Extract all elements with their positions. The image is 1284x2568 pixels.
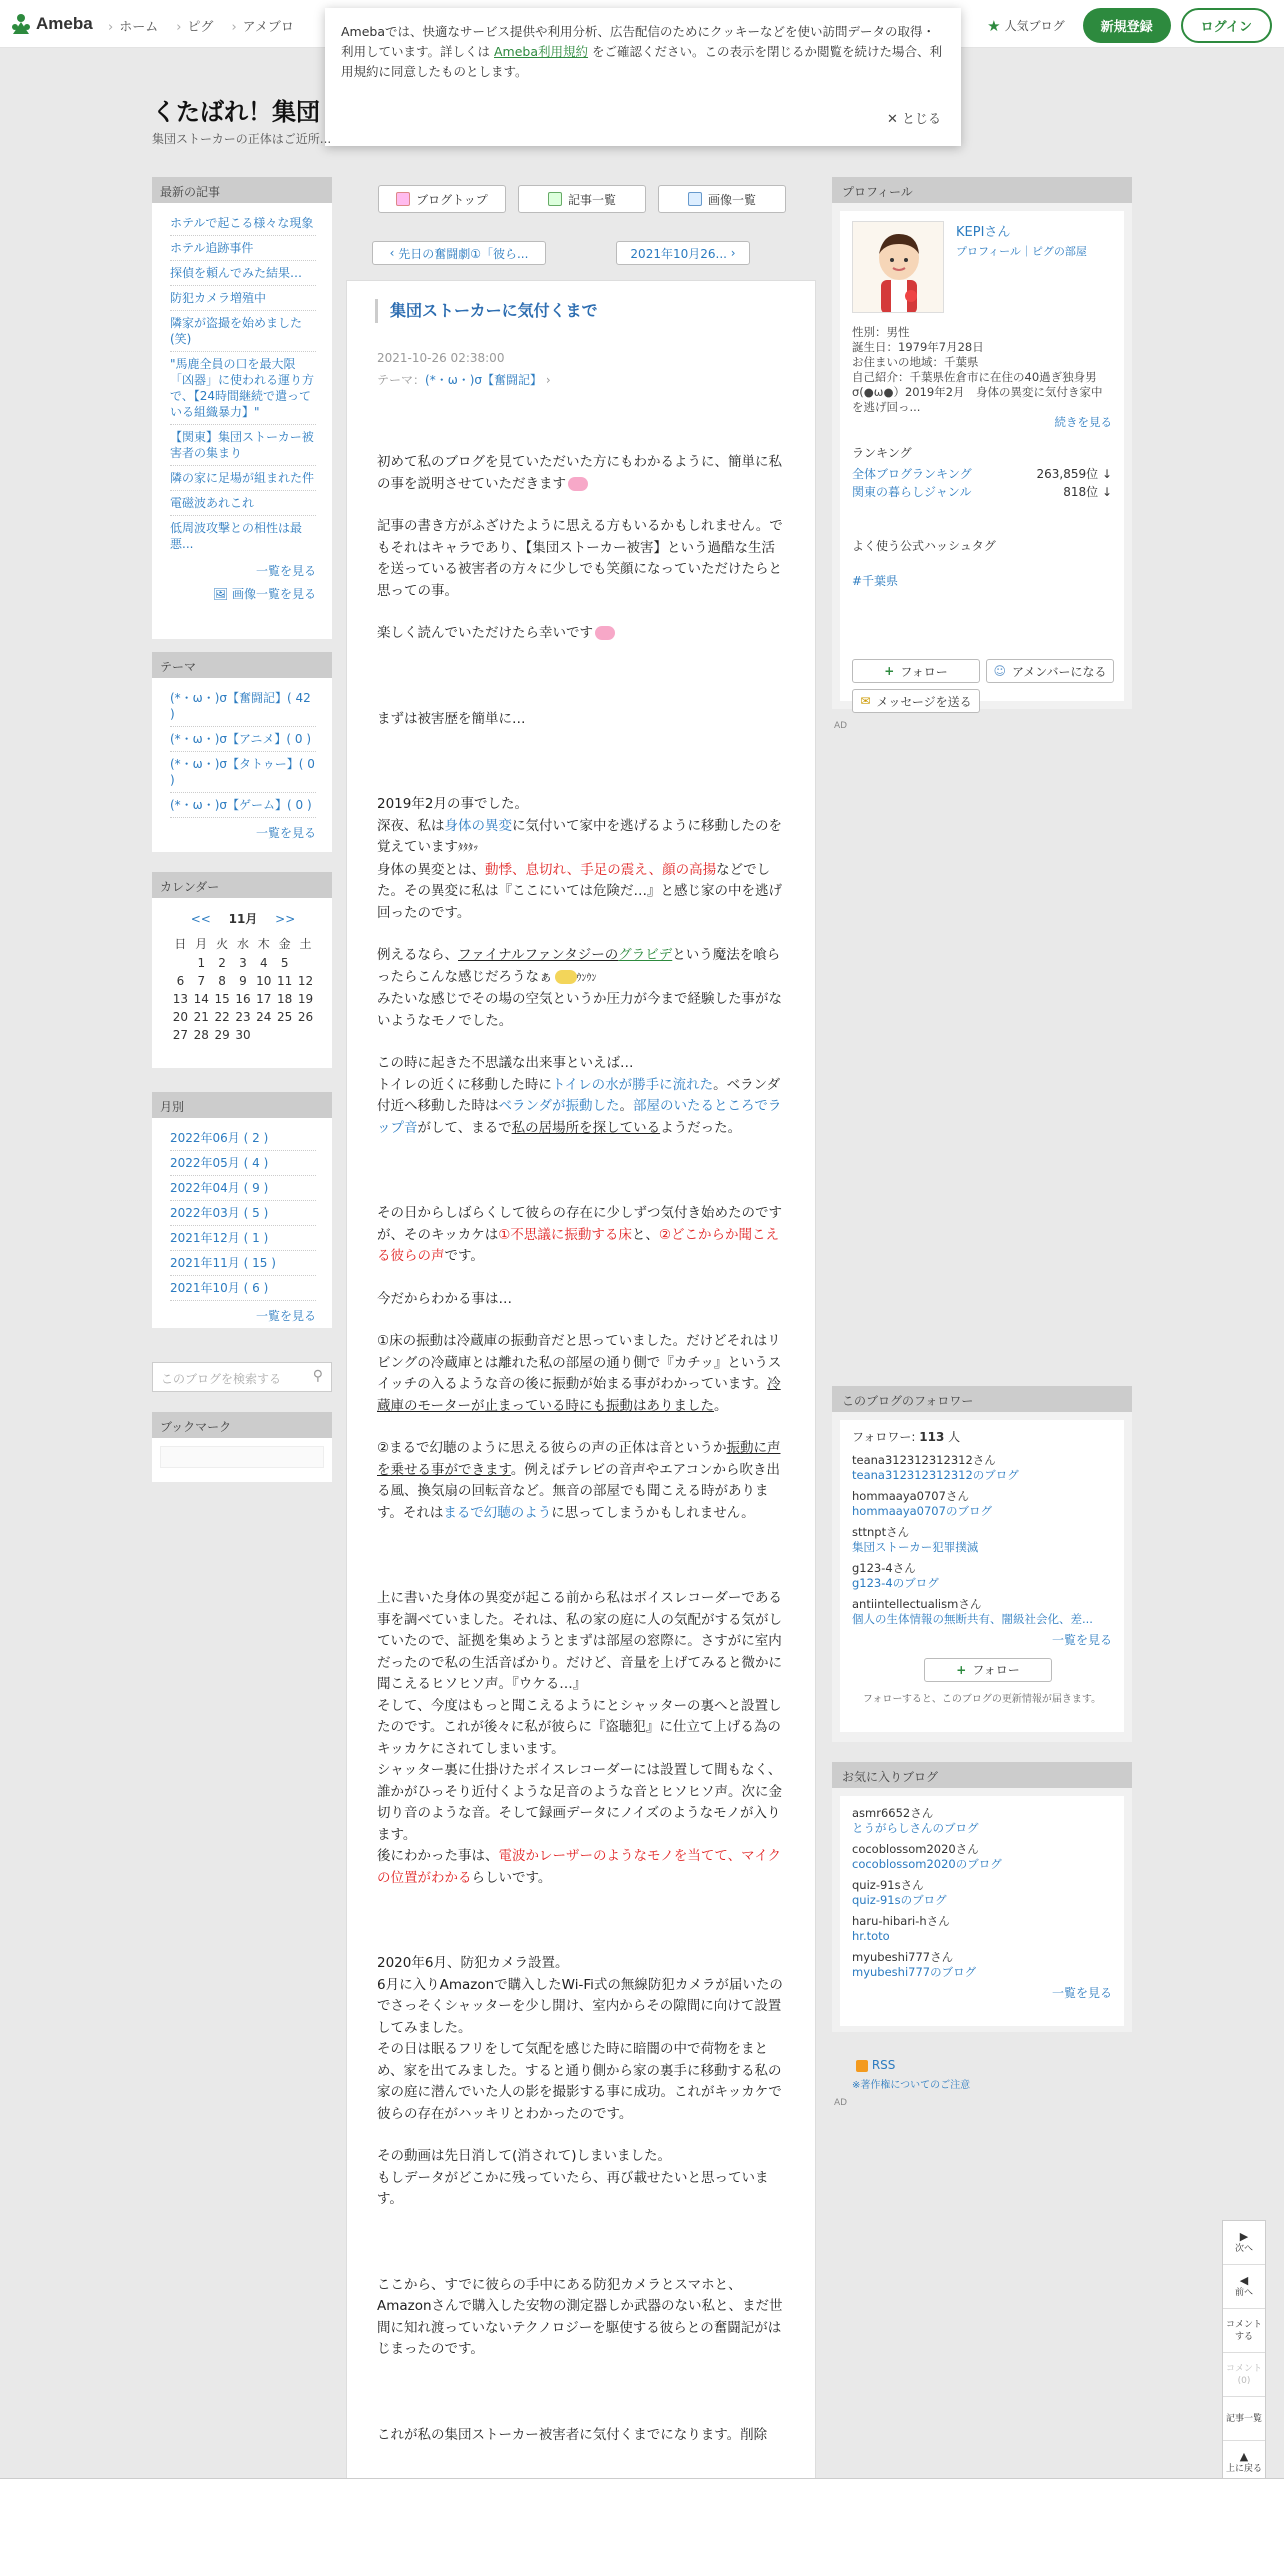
paragraph: これが私の集団ストーカー被害者に気付くまでになります。削除 xyxy=(377,2426,768,2443)
copyright-notice-link[interactable]: ※著作権についてのご注意 xyxy=(852,2080,971,2091)
calendar-day: 17 xyxy=(256,992,272,1006)
next-article-label: 2021年10月26... xyxy=(630,246,727,261)
calendar-day: 9 xyxy=(239,974,247,988)
ranking-value: 263,859位 ↓ xyxy=(1036,467,1112,481)
paragraph: その日は眠るフリをして気配を感じた時に暗闇の中で荷物をまとめ、家を出てみました。すると通り側から家の裏手に移動する私の家の庭に潜んでいた人の影を撮影する事に成功。これがキッカケで彼らの存在がハッキリとわかったのです。 xyxy=(377,2041,782,2122)
recent-article-item[interactable]: 隣の家に足場が組まれた件 xyxy=(170,466,316,491)
logo-text: Ameba xyxy=(36,14,93,33)
monthly-item[interactable]: 2021年10月 ( 6 ) xyxy=(170,1276,316,1301)
theme-box xyxy=(152,652,332,852)
search-placeholder: このブログを検索する xyxy=(161,1372,282,1386)
profile-box xyxy=(832,177,1132,709)
recent-articles-heading: 最新の記事 xyxy=(152,177,332,203)
follower-item xyxy=(852,1525,1112,1555)
calendar-day: 16 xyxy=(235,992,251,1006)
calendar-day: 2 xyxy=(218,956,226,970)
recent-article-item[interactable]: ホテル追跡事件 xyxy=(170,236,316,261)
nav-ameblo[interactable]: › アメブロ xyxy=(231,16,293,35)
theme-heading: テーマ xyxy=(152,652,332,678)
tab-label: 画像一覧 xyxy=(707,192,756,207)
top-label: 上に戻る xyxy=(1225,2464,1262,2474)
calendar-day: 20 xyxy=(172,1010,189,1024)
favorites-heading: お気に入りブログ xyxy=(832,1762,1132,1788)
follower-blog-link[interactable]: hommaaya0707のブログ xyxy=(852,1504,992,1518)
nodding-emoji-icon xyxy=(555,970,577,984)
calendar-day: 18 xyxy=(277,992,293,1006)
paragraph: その動画は先日消して(消されて)しまいました。 xyxy=(377,2148,672,2164)
cookie-close-label: とじる xyxy=(901,112,941,127)
blog-title[interactable]: くたばれ！集団 xyxy=(152,98,320,126)
profile-intro: 自己紹介：千葉県佐倉市に在住の40過ぎ独身男σ(●ω●）2019年2月 身体の異変に気付き家中を逃げ回っ... xyxy=(852,370,1103,414)
calendar-day: 8 xyxy=(218,974,226,988)
theme-link[interactable]: (*・ω・)σ【奮闘記】 xyxy=(425,373,543,387)
close-icon: ✕ xyxy=(886,112,902,127)
paragraph: シャッター裏に仕掛けたボイスレコーダーには設置して間もなく、誰かがひっそり近付くような足音のような音とヒソヒソ声。次に金切り音のような音。そして録画データにノイズのようなモノが入ります。 xyxy=(377,1762,782,1843)
paragraph: 上に書いた身体の異変が起こる前から私はボイスレコーダーである事を調べていました。それは、私の家の庭に人の気配がする気がしていたので、証拠を集めようとまずは部屋の窓際に。さすがに室内だったので私の生活音ばかり。だけど、音量を上げてみると微かに聞こえるヒソヒソ声。『ウケる…』 xyxy=(377,1590,782,1692)
follower-item xyxy=(852,1489,1112,1519)
follower-blog-link[interactable]: g123-4のブログ xyxy=(852,1576,939,1590)
favorite-blog-link[interactable]: hr.toto xyxy=(852,1929,890,1943)
calendar-day: 19 xyxy=(297,992,314,1006)
follower-blog-link[interactable]: 個人の生体情報の無断共有、闇級社会化、差... xyxy=(852,1612,1093,1626)
calendar-day: 13 xyxy=(172,992,189,1006)
calendar-day: 6 xyxy=(176,974,185,988)
terms-link[interactable]: Ameba利用規約 xyxy=(494,44,589,59)
article-list-button[interactable]: 記事一覧 xyxy=(1223,2397,1265,2441)
plus-icon: + xyxy=(956,1662,967,1677)
rss-link[interactable] xyxy=(856,2058,895,2072)
theme-item[interactable]: (*・ω・)σ【ゲーム】( 0 ) xyxy=(170,793,316,818)
comment-count-button[interactable]: コメント(0) xyxy=(1223,2353,1265,2397)
write-comment-button[interactable]: コメントする xyxy=(1223,2309,1265,2353)
ad-label: AD xyxy=(834,2098,848,2108)
paragraph: 例えるなら、ファイナルファンタジーのグラビデという魔法を喰らったらこんな感じだろうなぁ ｳﾝｳﾝ みたいな感じでその場の空気というか圧力が今まで経験した事がないようなモノでした。 xyxy=(377,947,782,1029)
profile-gender: 性別：男性 xyxy=(852,325,910,339)
tab-image-list[interactable] xyxy=(658,185,786,213)
recent-article-item[interactable]: 隣家が盗撮を始めました(笑) xyxy=(170,311,316,352)
calendar-day: 14 xyxy=(193,992,209,1006)
avatar-illustration-icon xyxy=(853,222,944,313)
paragraph: ②まるで幻聴のように思える彼らの声の正体は音というか振動に声を乗せる事ができます。例えばテレビの音声やエアコンから吹き出る風、換気扇の回転音など。無音の部屋でも聞こえる時があります。それはまるで幻聴のように思ってしまうかもしれません。 xyxy=(377,1440,781,1521)
paragraph: もしデータがどこかに残っていたら、再び載せたいと思っています。 xyxy=(377,2169,769,2207)
calendar-month-nav xyxy=(170,910,316,927)
paragraph: そして、今度はもっと聞こえるようにとシャッターの裏へと設置したのです。これが後々に私が彼らに『盗聴犯』に仕立て上げる為のキッカケにされてしまいます。 xyxy=(377,1697,782,1757)
pig-emoji-icon xyxy=(568,477,588,491)
paragraph: その日からしばらくして彼らの存在に少しずつ気付き始めたのですが、そのキッカケは①不思議に振動する床と、②どこからか聞こえる彼らの声です。 xyxy=(377,1205,782,1264)
rss-icon xyxy=(856,2060,868,2072)
global-nav xyxy=(108,16,294,35)
amember-label: アメンバーになる xyxy=(1012,664,1107,679)
monthly-heading: 月別 xyxy=(152,1092,332,1118)
bookmark-box xyxy=(152,1412,332,1482)
profile-links[interactable]: プロフィール｜ピグの部屋 xyxy=(956,245,1087,258)
ameba-logo[interactable] xyxy=(10,12,93,36)
profile-more-link[interactable]: 続きを見る xyxy=(1054,415,1112,429)
weekday-label: 木 xyxy=(257,937,270,951)
popular-blogs-label: 人気ブログ xyxy=(1004,19,1065,33)
ranking-heading: ランキング xyxy=(852,446,912,460)
favorite-blog-link[interactable]: quiz-91sのブログ xyxy=(852,1893,947,1907)
recent-articles-box xyxy=(152,177,332,639)
recent-article-item[interactable]: 低周波攻撃との相性は最悪... xyxy=(170,521,303,551)
paragraph: 後にわかった事は、電波かレーザーのようなモノを当てて、マイクの位置がわかるらしいです。 xyxy=(377,1848,782,1886)
favorite-blogs-box xyxy=(832,1762,1132,2032)
article-theme xyxy=(377,371,815,388)
theme-item[interactable]: (*・ω・)σ【タトゥー】( 0 ) xyxy=(170,752,316,793)
follower-item xyxy=(852,1561,1112,1591)
calendar-day: 24 xyxy=(256,1010,272,1024)
monthly-item[interactable]: 2022年04月 ( 9 ) xyxy=(170,1176,316,1201)
monthly-item[interactable]: 2022年03月 ( 5 ) xyxy=(170,1201,316,1226)
ad-label: AD xyxy=(834,721,848,731)
monthly-item[interactable]: 2022年05月 ( 4 ) xyxy=(170,1151,316,1176)
calendar-day: 29 xyxy=(214,1028,230,1042)
monthly-item[interactable]: 2021年11月 ( 15 ) xyxy=(170,1251,316,1276)
favorite-user: cocoblossom2020さん xyxy=(852,1842,979,1856)
recent-article-item[interactable]: 電磁波あれこれ xyxy=(170,491,316,516)
recent-article-item[interactable]: ホテルで起こる様々な現象 xyxy=(170,211,316,236)
calendar-day: 28 xyxy=(193,1028,209,1042)
amember-button[interactable] xyxy=(986,659,1114,683)
calendar-day: 3 xyxy=(239,956,247,970)
tab-label: 記事一覧 xyxy=(567,192,616,207)
hashtag-link[interactable]: #千葉県 xyxy=(852,574,899,588)
prev-article-label: 先日の奮闘劇①「彼ら... xyxy=(398,246,529,261)
favorite-item xyxy=(852,1950,1112,1980)
follow-label: フォロー xyxy=(900,664,948,679)
calendar-day: 5 xyxy=(280,956,289,970)
recent-article-item[interactable]: "馬鹿全員の口を最大限「凶器」に使われる運り方で、【24時間継続で遣っている組織暴力】" xyxy=(170,352,316,425)
mail-icon: ✉ xyxy=(860,694,871,708)
follower-blog-link[interactable]: 集団ストーカー犯罪撲滅 xyxy=(852,1540,979,1554)
article-title[interactable]: 集団ストーカーに気付くまで xyxy=(375,299,815,323)
cookie-text-2: をご確認ください。この表示を閉じるか閲覧を続けた場合、利用規約に同意したものとします。 xyxy=(341,44,943,79)
ranking-label[interactable]: 関東の暮らしジャンル xyxy=(852,485,972,499)
favorite-user: quiz-91sさん xyxy=(852,1878,924,1892)
page-footer xyxy=(0,2478,1284,2568)
cookie-text-1: Amebaでは、快適なサービス提供や利用分析、広告配信のためにクッキーなどを使い訪問データの取得・利用しています。詳しくは xyxy=(341,24,936,59)
amember-icon: ☺ xyxy=(993,664,1007,678)
plus-icon: + xyxy=(884,664,895,678)
follower-item xyxy=(852,1453,1112,1483)
tab-blog-top[interactable] xyxy=(378,185,506,213)
favorite-blog-link[interactable]: myubeshi777のブログ xyxy=(852,1965,977,1979)
weekday-label: 金 xyxy=(278,937,291,951)
favorite-user: haru-hibari-hさん xyxy=(852,1914,950,1928)
calendar-day: 10 xyxy=(256,974,272,988)
avatar[interactable] xyxy=(852,221,944,313)
message-label: メッセージを送る xyxy=(876,694,972,709)
follower-user: antiintellectualismさん xyxy=(852,1597,982,1611)
profile-name[interactable]: KEPIさん xyxy=(956,225,1011,240)
follower-user: g123-4さん xyxy=(852,1561,916,1575)
running-emoji-icon: ﾀﾀﾀｯ xyxy=(458,843,478,854)
calendar-day: 22 xyxy=(214,1010,230,1024)
cookie-close-button[interactable] xyxy=(887,110,941,130)
calendar-day: 26 xyxy=(297,1010,314,1024)
favorite-item xyxy=(852,1806,1112,1836)
follower-user: teana312312312312さん xyxy=(852,1453,996,1467)
follow-label: フォロー xyxy=(972,1662,1020,1677)
paragraph: 初めて私のブログを見ていただいた方にもわかるように、簡単に私の事を説明させていただきます xyxy=(377,454,782,492)
followers-heading: このブログのフォロワー xyxy=(832,1386,1132,1412)
follow-note: フォローすると、このブログの更新情報が届きます。 xyxy=(862,1694,1102,1705)
theme-more-link[interactable]: 一覧を見る xyxy=(255,826,316,840)
favorite-item xyxy=(852,1842,1112,1872)
header-actions xyxy=(987,8,1272,43)
triangle-up-icon: ▲ xyxy=(1239,2450,1249,2463)
recent-more-link[interactable]: 一覧を見る xyxy=(255,564,316,578)
calendar-day: 7 xyxy=(197,974,206,988)
calendar-box xyxy=(152,872,332,1068)
calendar-day: 4 xyxy=(259,956,268,970)
blog-tabs xyxy=(378,185,786,213)
calendar-grid xyxy=(170,933,316,1044)
blog-search-input[interactable] xyxy=(152,1362,332,1392)
prev-label: 前へ xyxy=(1234,2287,1253,2298)
calendar-day: 25 xyxy=(277,1010,293,1024)
ranking-row xyxy=(852,483,1112,501)
image-icon: 🖼 xyxy=(212,587,232,601)
nav-home[interactable]: › ホーム xyxy=(108,16,158,35)
calendar-day: 11 xyxy=(277,974,293,988)
prev-article-button[interactable] xyxy=(372,241,546,265)
followers-more-link[interactable]: 一覧を見る xyxy=(1051,1633,1112,1647)
profile-birthday: 誕生日：1979年7月28日 xyxy=(852,340,984,354)
favorite-user: asmr6652さん xyxy=(852,1806,934,1820)
paragraph: 2020年6月、防犯カメラ設置。 6月に入りAmazonで購入したWi-Fi式の無線防犯カメラが届いたのでさっそくシャッターを少し開け、室内からその隙間に向けて設置してみました。 xyxy=(377,1955,783,2036)
follow-button[interactable] xyxy=(852,659,980,683)
play-right-icon: ▶ xyxy=(1239,2229,1249,2243)
theme-item[interactable]: (*・ω・)σ【奮闘記】( 42 ) xyxy=(170,686,316,727)
tab-label: ブログトップ xyxy=(416,192,488,207)
theme-label: テーマ： xyxy=(377,373,426,387)
weekday-label: 日 xyxy=(174,937,187,951)
monthly-item[interactable]: 2021年12月 ( 1 ) xyxy=(170,1226,316,1251)
article xyxy=(346,280,816,2568)
follower-blog-link[interactable]: teana312312312312のブログ xyxy=(852,1468,1019,1482)
next-button[interactable] xyxy=(1223,2221,1265,2265)
recent-article-item[interactable]: 探偵を頼んでみた結果… xyxy=(170,261,316,286)
calendar-prev-button[interactable]: << xyxy=(190,912,211,926)
article-list-icon xyxy=(548,192,562,206)
signup-button[interactable]: 新規登録 xyxy=(1083,8,1171,43)
favorite-item xyxy=(852,1914,1112,1944)
calendar-next-button[interactable]: >> xyxy=(275,912,296,926)
blog-description: 集団ストーカーの正体はご近所... xyxy=(152,132,332,146)
paragraph: 今だからわかる事は… xyxy=(377,1290,512,1307)
weekday-label: 水 xyxy=(236,937,249,951)
calendar-day: 27 xyxy=(172,1028,189,1042)
ameba-logo-icon xyxy=(10,12,32,36)
bookmark-area xyxy=(160,1446,324,1468)
monthly-more-link[interactable]: 一覧を見る xyxy=(255,1309,316,1323)
ranking-row xyxy=(852,465,1112,483)
ranking-label[interactable]: 全体ブログランキング xyxy=(852,467,972,481)
calendar-day: 1 xyxy=(197,956,206,970)
calendar-month: 11月 xyxy=(228,912,258,926)
calendar-day: 23 xyxy=(235,1010,251,1024)
paragraph: まずは被害歴を簡単に… xyxy=(377,710,526,727)
favorite-blog-link[interactable]: cocoblossom2020のブログ xyxy=(852,1857,1002,1871)
monthly-item[interactable]: 2022年06月 ( 2 ) xyxy=(170,1126,316,1151)
star-icon: ★ xyxy=(987,16,1001,35)
previous-button[interactable] xyxy=(1223,2265,1265,2309)
paragraph: 2019年2月の事でした。 深夜、私は身体の異変に気付いて家中を逃げるように移動したのを覚えていますﾀﾀﾀｯ 身体の異変とは、動悸、息切れ、手足の震え、顔の高揚などでした。その異変に私は『ここにいては危険だ…』と感じ家の中を逃げ回ったのです。 xyxy=(377,796,782,921)
recent-article-item[interactable]: 防犯カメラ増殖中 xyxy=(170,286,316,311)
calendar-day: 15 xyxy=(214,992,230,1006)
rss-label: RSS xyxy=(871,2058,896,2072)
blog-top-icon xyxy=(396,192,410,206)
next-article-button[interactable] xyxy=(616,241,750,265)
bookmark-heading: ブックマーク xyxy=(152,1412,332,1438)
ranking-value: 818位 ↓ xyxy=(1063,485,1112,499)
calendar-day: 12 xyxy=(297,974,314,988)
paragraph: この時に起きた不思議な出来事といえば… トイレの近くに移動した時にトイレの水が勝手に流れた。ベランダ付近へ移動した時はベランダが振動した。部屋のいたるところでラップ音がして、まるで私の居場所を探しているようだった。 xyxy=(377,1055,782,1136)
favorite-blog-link[interactable]: とうがらしさんのブログ xyxy=(852,1821,979,1835)
hashtag-heading: よく使う公式ハッシュタグ xyxy=(852,539,996,553)
calendar-heading: カレンダー xyxy=(152,872,332,898)
image-list-icon xyxy=(688,192,702,206)
paragraph: ここから、すでに彼らの手中にある防犯カメラとスマホと、Amazonさんで購入した安物の測定器しか武器のない私と、まだ世間に知れ渡っていないテクノロジーを駆使する彼らとの奮闘記がはじまったのです。 xyxy=(377,2276,783,2357)
pig-emoji-icon xyxy=(595,626,615,640)
follower-user: sttnptさん xyxy=(852,1525,910,1539)
favorite-item xyxy=(852,1878,1112,1908)
tab-article-list[interactable] xyxy=(518,185,646,213)
favorites-more-link[interactable]: 一覧を見る xyxy=(1051,1986,1112,2000)
image-list-link[interactable] xyxy=(170,585,316,602)
next-label: 次へ xyxy=(1234,2243,1253,2254)
profile-location: お住まいの地域：千葉県 xyxy=(852,355,979,369)
followers-box xyxy=(832,1386,1132,1742)
weekday-label: 火 xyxy=(216,937,229,951)
follower-item xyxy=(852,1597,1112,1627)
calendar-day: 30 xyxy=(235,1028,251,1042)
follow-button-2[interactable] xyxy=(924,1658,1052,1682)
follower-count: フォロワー: 113 人 xyxy=(852,1430,961,1444)
follower-user: hommaaya0707さん xyxy=(852,1489,969,1503)
chevron-right-icon: › xyxy=(542,373,551,387)
nav-pigg[interactable]: › ピグ xyxy=(176,16,213,35)
floating-article-nav xyxy=(1222,2220,1266,2486)
weekday-label: 土 xyxy=(299,937,312,951)
popular-blogs-link[interactable] xyxy=(987,17,1064,35)
chevron-left-icon: ‹ xyxy=(389,246,399,260)
send-message-button[interactable] xyxy=(852,689,980,713)
theme-item[interactable]: (*・ω・)σ【アニメ】( 0 ) xyxy=(170,727,316,752)
paragraph: 楽しく読んでいただけたら幸いです xyxy=(377,623,785,645)
paragraph: 記事の書き方がふざけたように思える方もいるかもしれません。でもそれはキャラであり、【集団ストーカー被害】という過酷な生活を送っている被害者の方々に少しでも笑顔になっていただけたらと思っての事。 xyxy=(377,518,783,599)
chevron-right-icon: › xyxy=(726,246,736,260)
monthly-archive-box xyxy=(152,1092,332,1328)
calendar-day: 21 xyxy=(193,1010,209,1024)
play-left-icon: ◀ xyxy=(1239,2273,1249,2287)
search-icon[interactable]: ⚲ xyxy=(312,1368,323,1384)
article-body xyxy=(347,452,815,2446)
article-date: 2021-10-26 02:38:00 xyxy=(377,351,505,365)
favorite-user: myubeshi777さん xyxy=(852,1950,954,1964)
login-button[interactable]: ログイン xyxy=(1181,8,1272,43)
weekday-label: 月 xyxy=(195,937,208,951)
cookie-consent-dialog xyxy=(325,8,961,146)
recent-article-item[interactable]: 【関東】集団ストーカー被害者の集まり xyxy=(170,425,316,466)
profile-heading: プロフィール xyxy=(832,177,1132,203)
image-list-label: 画像一覧を見る xyxy=(231,587,316,601)
paragraph: ①床の振動は冷蔵庫の振動音だと思っていました。だけどそれはリビングの冷蔵庫とは離れた私の部屋の通り側で『カチッ』というスイッチの入るような音の後に振動が始まる事がわかっています。冷蔵庫のモーターが止まっている時にも振動はありました。 xyxy=(377,1333,782,1414)
